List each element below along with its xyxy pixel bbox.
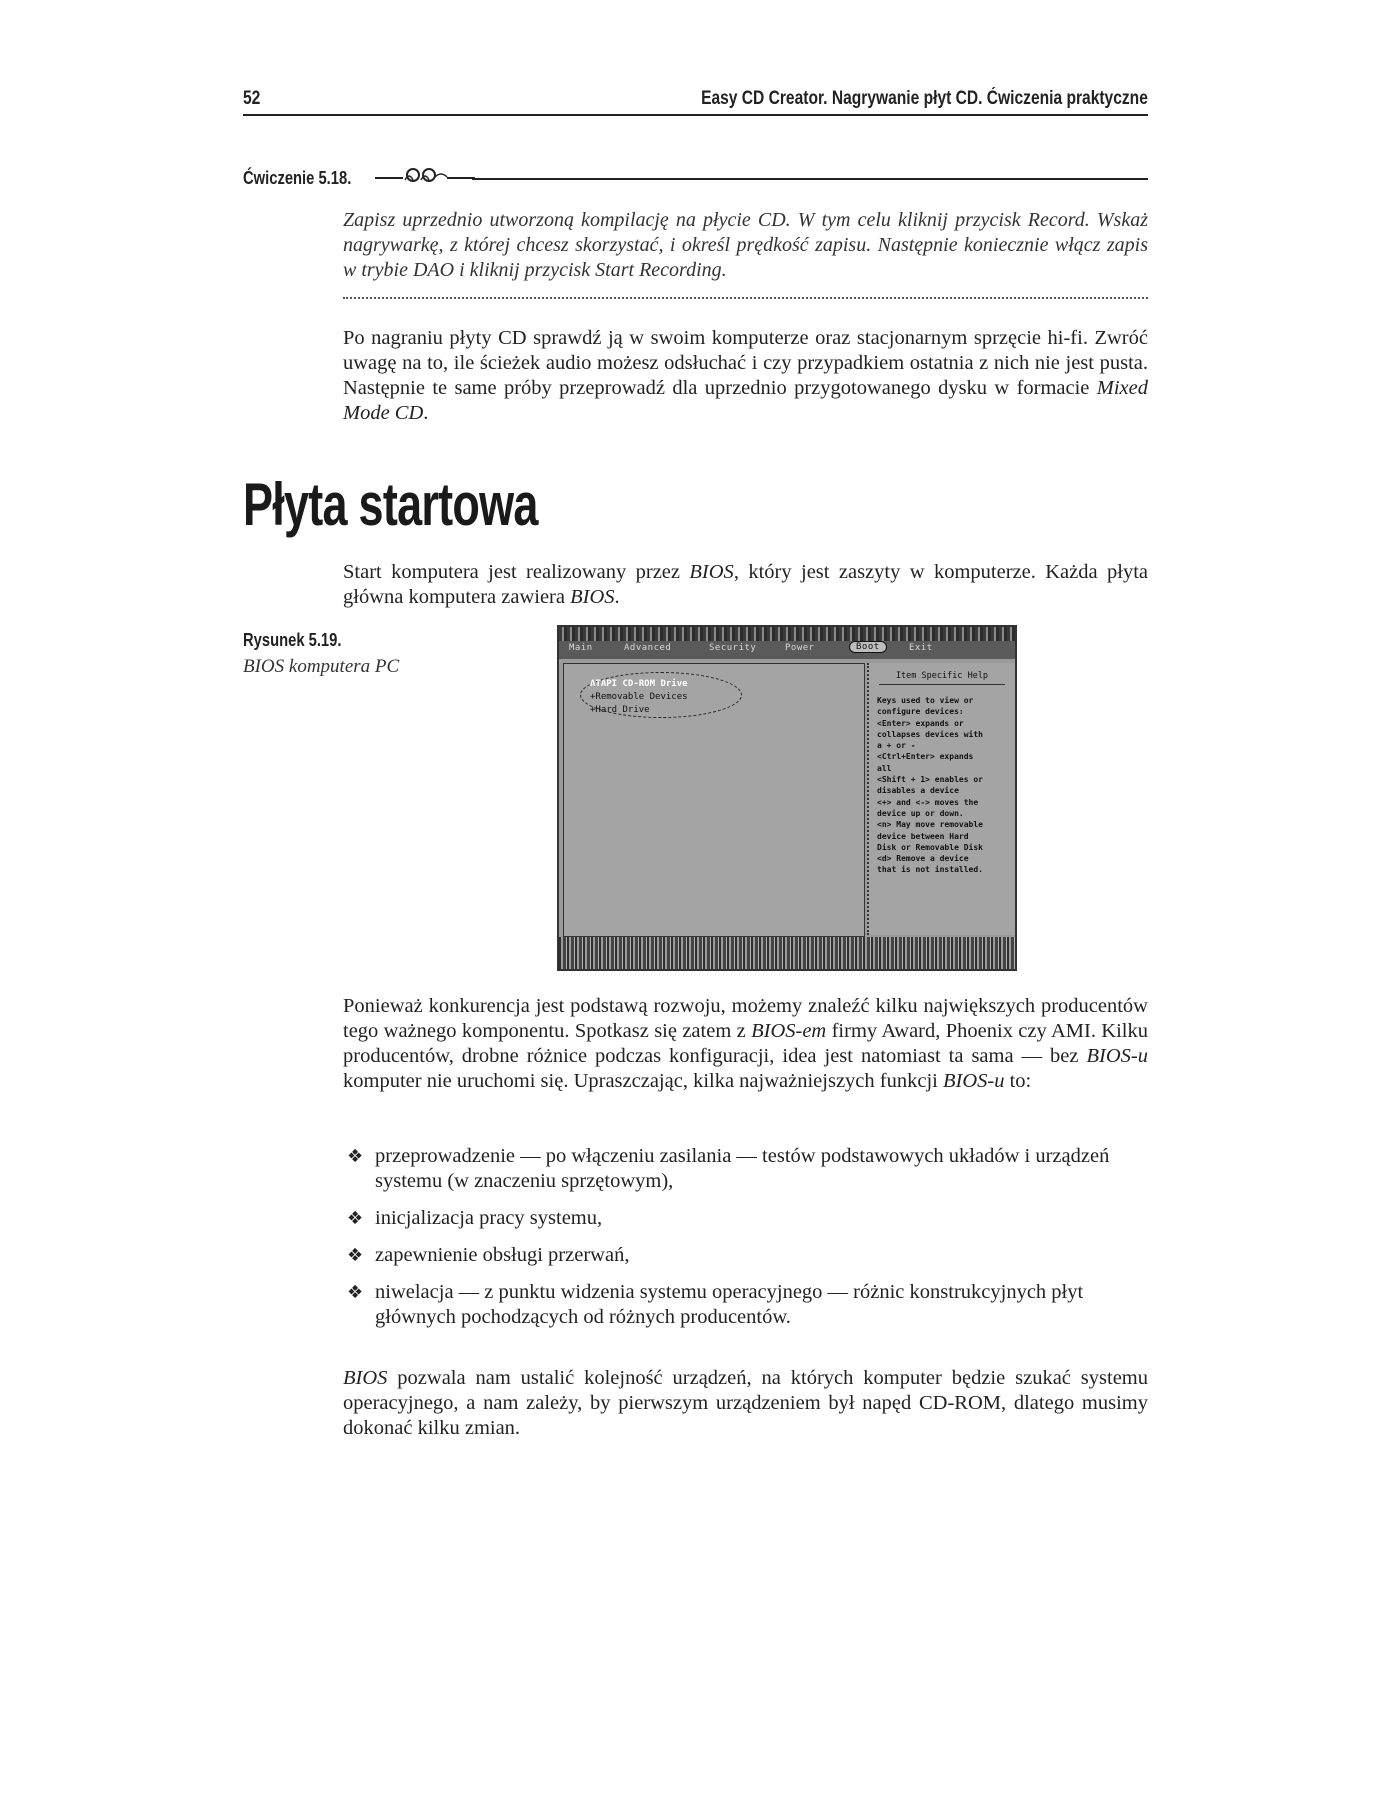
section-title: Płyta startowa	[243, 471, 538, 538]
bios-menu-exit: Exit	[909, 643, 933, 653]
paragraph-4: BIOS pozwala nam ustalić kolejność urządzeń, na których komputer będzie szukać systemu operacyjnego, a nam zależy, by pierwszym urządzeniem był napęd CD-ROM, dlatego musimy dokonać kilku zmian.	[343, 1367, 1148, 1439]
bios-item-removable: +Removable Devices	[590, 692, 688, 702]
bios-screenshot	[557, 625, 1017, 971]
bios-menu-bar	[559, 641, 1015, 659]
bios-menu-security: Security	[709, 643, 757, 653]
bios-title-bar	[559, 627, 1015, 641]
running-header	[243, 84, 1148, 116]
bios-menu-power: Power	[785, 643, 815, 653]
diamond-bullet-icon: ❖	[347, 1208, 364, 1229]
bios-help-title: Item Specific Help	[879, 671, 1005, 685]
bios-menu-main: Main	[569, 643, 593, 653]
list-item: ❖ niwelacja — z punktu widzenia systemu operacyjnego — różnic konstrukcyjnych płyt głównych pochodzących od różnych producentów.	[347, 1281, 1084, 1328]
exercise-rule	[472, 178, 1148, 180]
book-title: Easy CD Creator. Nagrywanie płyt CD. Ćwiczenia praktyczne	[701, 88, 1148, 109]
exercise-end-rule	[343, 297, 1148, 299]
bios-help-text: Keys used to view or configure devices: <Enter> expands or collapses devices with a + or - <Ctrl+Enter> expands all <Shift + 1> enables or disables a device <+> and <-> moves the device up or down. <n> May move removable device between Hard Disk or Removable Disk <d> Remove a device that is not installed.	[877, 696, 983, 875]
figure-caption: BIOS komputera PC	[243, 656, 400, 677]
bios-functions-list	[347, 1144, 1147, 1342]
bios-menu-boot: Boot	[849, 641, 887, 653]
bios-item-cdrom: ATAPI CD-ROM Drive	[590, 679, 688, 689]
exercise-text: Zapisz uprzednio utworzoną kompilację na płycie CD. W tym celu kliknij przycisk Record. Wskaż nagrywarkę, z której chcesz skorzystać, i określ prędkość zapisu. Następnie koniecznie włącz zapis w trybie DAO i kliknij przycisk Start Recording.	[343, 209, 1148, 281]
figure-label: Rysunek 5.19.	[243, 630, 342, 650]
list-item: ❖ inicjalizacja pracy systemu,	[347, 1207, 603, 1229]
page-number: 52	[243, 88, 261, 109]
exercise-label: Ćwiczenie 5.18.	[243, 168, 352, 188]
paragraph-3: Ponieważ konkurencja jest podstawą rozwoju, możemy znaleźć kilku największych producentów tego ważnego komponentu. Spotkasz się zatem z BIOS-em firmy Award, Phoenix czy AMI. Kilku producentów, drobne różnice podczas konfiguracji, idea jest natomiast ta sama — bez BIOS-u komputer nie uruchomi się. Upraszczając, kilka najważniejszych funkcji BIOS-u to:	[343, 995, 1149, 1092]
bios-boot-list	[563, 663, 865, 937]
bios-help-panel	[867, 663, 1015, 935]
ornament-icon	[375, 163, 475, 187]
bios-menu-advanced: Advanced	[624, 643, 672, 653]
paragraph-1: Po nagraniu płyty CD sprawdź ją w swoim komputerze oraz stacjonarnym sprzęcie hi-fi. Zwróć uwagę na to, ile ścieżek audio możesz odsłuchać i czy przypadkiem ostatnia z nich nie jest pusta. Następnie te same próby przeprowadź dla uprzednio przygotowanego dysku w formacie Mixed Mode CD.	[343, 327, 1148, 424]
list-item: ❖ zapewnienie obsługi przerwań,	[347, 1244, 630, 1266]
bios-status-bar	[559, 937, 1015, 969]
diamond-bullet-icon: ❖	[347, 1245, 364, 1266]
diamond-bullet-icon: ❖	[347, 1282, 364, 1303]
paragraph-2: Start komputera jest realizowany przez BIOS, który jest zaszyty w komputerze. Każda płyta główna komputera zawiera BIOS.	[343, 561, 1148, 608]
diamond-bullet-icon: ❖	[347, 1146, 364, 1167]
bios-item-hdd: +Hard Drive	[590, 705, 650, 715]
list-item: ❖ przeprowadzenie — po włączeniu zasilania — testów podstawowych układów i urządzeń systemu (w znaczeniu sprzętowym),	[347, 1145, 1110, 1192]
